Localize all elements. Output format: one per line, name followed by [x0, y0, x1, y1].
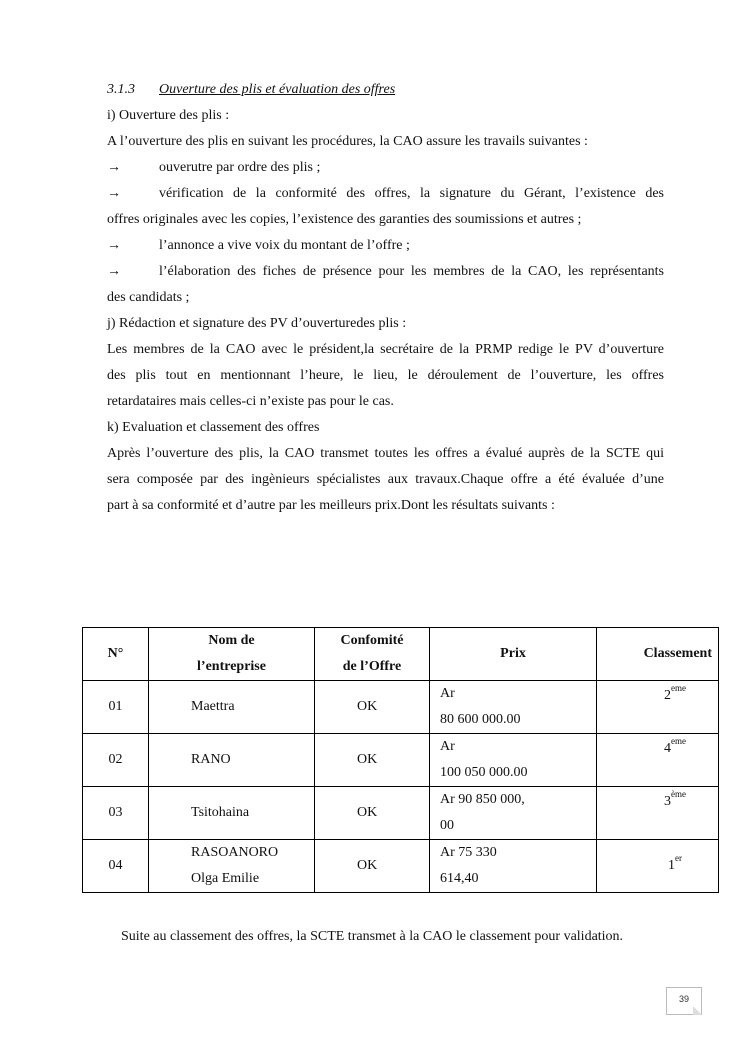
section-number: 3.1.3: [107, 82, 135, 97]
header-name: Nom de l’entreprise: [149, 628, 315, 681]
paragraph-line: Après l’ouverture des plis, la CAO transmet toutes les offres a évalué auprès de la SCTE qui: [107, 446, 664, 461]
list-item: → ouverutre par ordre des plis ;: [107, 155, 664, 181]
list-item-continuation: des candidats ;: [107, 290, 190, 305]
arrow-icon: →: [107, 186, 121, 201]
cell-num: 03: [83, 787, 149, 840]
section-heading: [107, 77, 664, 103]
page-number: 39: [666, 987, 702, 1015]
subheading-redaction: j) Rédaction et signature des PV d’ouverturedes plis :: [107, 316, 407, 331]
cell-prix: Ar 75 330 614,40: [430, 840, 597, 893]
cell-conformite: OK: [315, 681, 430, 734]
cell-name: RASOANORO Olga Emilie: [149, 840, 315, 893]
cell-prix: Ar 100 050 000.00: [430, 734, 597, 787]
header-classement: Classement: [597, 628, 719, 681]
section-title: Ouverture des plis et évaluation des offres: [159, 82, 396, 97]
paragraph-line: des plis tout en mentionnant l’heure, le lieu, le déroulement de l’ouverture, les offres: [107, 368, 664, 383]
ouverture-intro: A l’ouverture des plis en suivant les procédures, la CAO assure les travails suivantes :: [107, 134, 588, 149]
cell-num: 02: [83, 734, 149, 787]
list-item-continuation: offres originales avec les copies, l’existence des garanties des soumissions et autres ;: [107, 212, 582, 227]
table-row: [83, 840, 719, 893]
cell-conformite: OK: [315, 840, 430, 893]
table-row: [83, 787, 719, 840]
header-prix: Prix: [430, 628, 597, 681]
paragraph-line: part à sa conformité et d’autre par les meilleurs prix.Dont les résultats suivants :: [107, 498, 555, 513]
page-fold-icon: [693, 1006, 702, 1015]
table-header-row: [83, 628, 719, 681]
subheading-ouverture: i) Ouverture des plis :: [107, 108, 230, 123]
list-item: → l’annonce a vive voix du montant de l’offre ;: [107, 233, 664, 259]
cell-num: 01: [83, 681, 149, 734]
cell-num: 04: [83, 840, 149, 893]
arrow-icon: →: [107, 160, 121, 175]
cell-classement: 1er: [597, 840, 719, 893]
list-item: → vérification de la conformité des offres, la signature du Gérant, l’existence des: [107, 181, 664, 207]
paragraph-line: retardataires mais celles-ci n’existe pas pour le cas.: [107, 394, 394, 409]
table-row: [83, 734, 719, 787]
cell-name: Tsitohaina: [149, 787, 315, 840]
paragraph-line: sera composée par des ingènieurs spécialistes aux travaux.Chaque offre a été évaluée d’une: [107, 472, 664, 487]
header-conformite: Confomité de l’Offre: [315, 628, 430, 681]
cell-classement: 3ème: [597, 787, 719, 840]
results-table: [82, 627, 719, 893]
conclusion-text: Suite au classement des offres, la SCTE transmet à la CAO le classement pour validation.: [121, 929, 624, 944]
cell-prix: Ar 80 600 000.00: [430, 681, 597, 734]
table-row: [83, 681, 719, 734]
cell-name: RANO: [149, 734, 315, 787]
arrow-icon: →: [107, 264, 121, 279]
body-text: [107, 77, 664, 519]
list-item: → l’élaboration des fiches de présence pour les membres de la CAO, les représentants: [107, 259, 664, 285]
cell-name: Maettra: [149, 681, 315, 734]
paragraph-line: Les membres de la CAO avec le président,la secrétaire de la PRMP redige le PV d’ouverture: [107, 342, 664, 357]
subheading-evaluation: k) Evaluation et classement des offres: [107, 420, 320, 435]
cell-prix: Ar 90 850 000, 00: [430, 787, 597, 840]
cell-conformite: OK: [315, 734, 430, 787]
arrow-icon: →: [107, 238, 121, 253]
cell-classement: 2eme: [597, 681, 719, 734]
cell-conformite: OK: [315, 787, 430, 840]
header-num: N°: [83, 628, 149, 681]
cell-classement: 4eme: [597, 734, 719, 787]
